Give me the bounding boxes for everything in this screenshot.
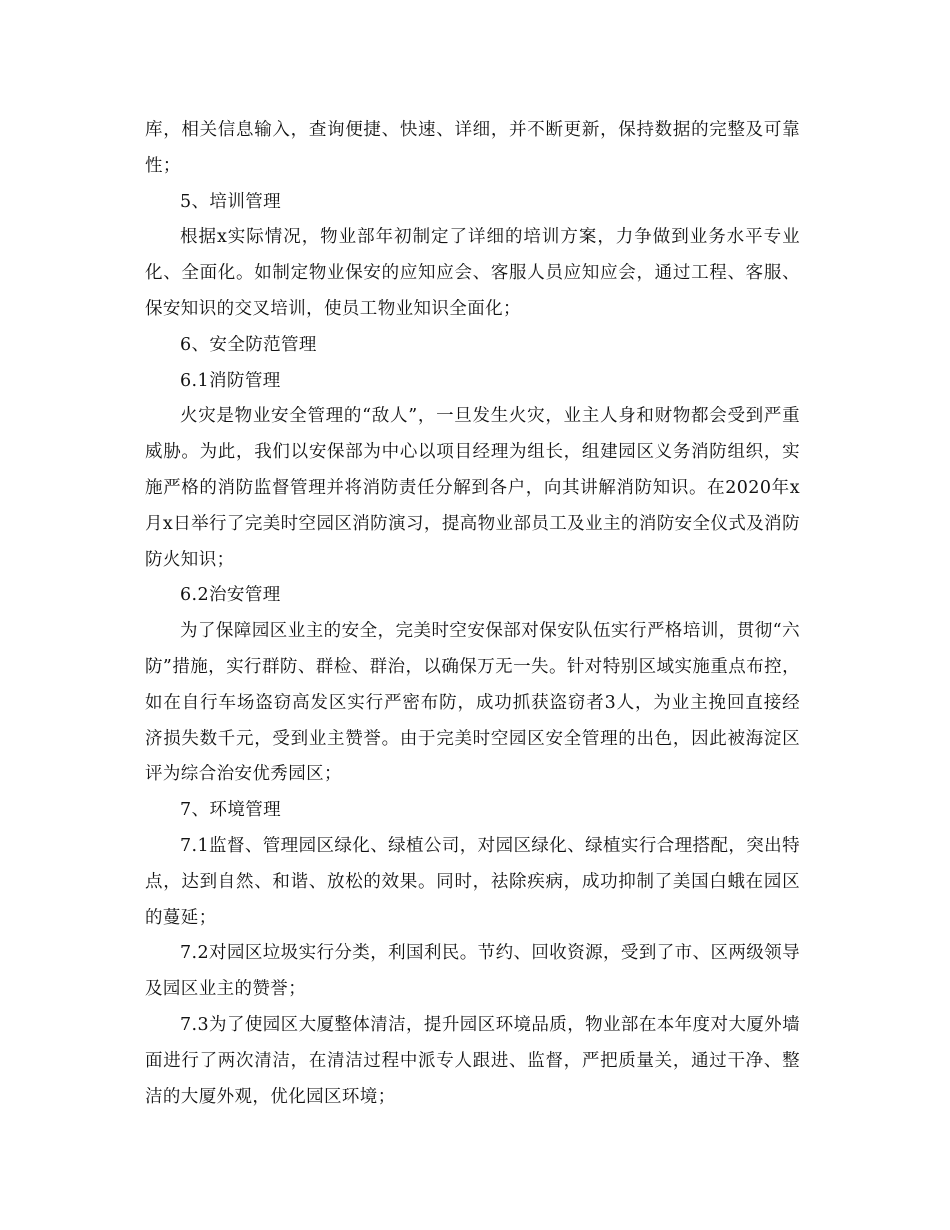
- paragraph-continuation: 库，相关信息输入，查询便捷、快速、详细，并不断更新，保持数据的完整及可靠性；: [145, 120, 800, 176]
- paragraph-environment-7-1: 7.1监督、管理园区绿化、绿植公司，对园区绿化、绿植实行合理搭配，突出特点，达到自然、和谐、放松的效果。同时，祛除疾病，成功抑制了美国白蛾在园区的蔓延；: [145, 835, 800, 928]
- paragraph-environment-7-2: 7.2对园区垃圾实行分类，利国利民。节约、回收资源，受到了市、区两级领导及园区业主的赞誉；: [145, 943, 800, 1000]
- paragraph-fire: 火灾是物业安全管理的“敌人”，一旦发生火灾，业主人身和财物都会受到严重威胁。为此，我们以安保部为中心以项目经理为组长，组建园区义务消防组织，实施严格的消防监督管理并将消防责任分解到各户，向其讲解消防知识。在2020年x月x日举行了完美时空园区消防演习，提高物业部员工及业主的消防安全仪式及消防防火知识；: [145, 406, 800, 570]
- document-body: [145, 113, 800, 1115]
- paragraph-training: 根据x实际情况，物业部年初制定了详细的培训方案，力争做到业务水平专业化、全面化。如制定物业保安的应知应会、客服人员应知应会，通过工程、客服、保安知识的交叉培训，使员工物业知识全面化；: [145, 227, 800, 319]
- paragraph-environment-7-3: 7.3为了使园区大厦整体清洁，提升园区环境品质，物业部在本年度对大厦外墙面进行了两次清洁，在清洁过程中派专人跟进、监督，严把质量关，通过干净、整洁的大厦外观，优化园区环境；: [145, 1014, 800, 1107]
- heading-fire-management: 6.1消防管理: [180, 370, 281, 391]
- heading-security-management: 6、安全防范管理: [180, 334, 317, 355]
- heading-environment-management: 7、环境管理: [180, 800, 282, 821]
- paragraph-public-security: 为了保障园区业主的安全，完美时空安保部对保安队伍实行严格培训，贯彻“六防”措施，实行群防、群检、群治，以确保万无一失。针对特别区域实施重点布控，如在自行车场盗窃高发区实行严密布防，成功抓获盗窃者3人，为业主挽回直接经济损失数千元，受到业主赞誉。由于完美时空园区安全管理的出色，因此被海淀区评为综合治安优秀园区；: [145, 621, 800, 785]
- heading-training-management: 5、培训管理: [180, 191, 282, 212]
- heading-public-security: 6.2治安管理: [180, 585, 281, 606]
